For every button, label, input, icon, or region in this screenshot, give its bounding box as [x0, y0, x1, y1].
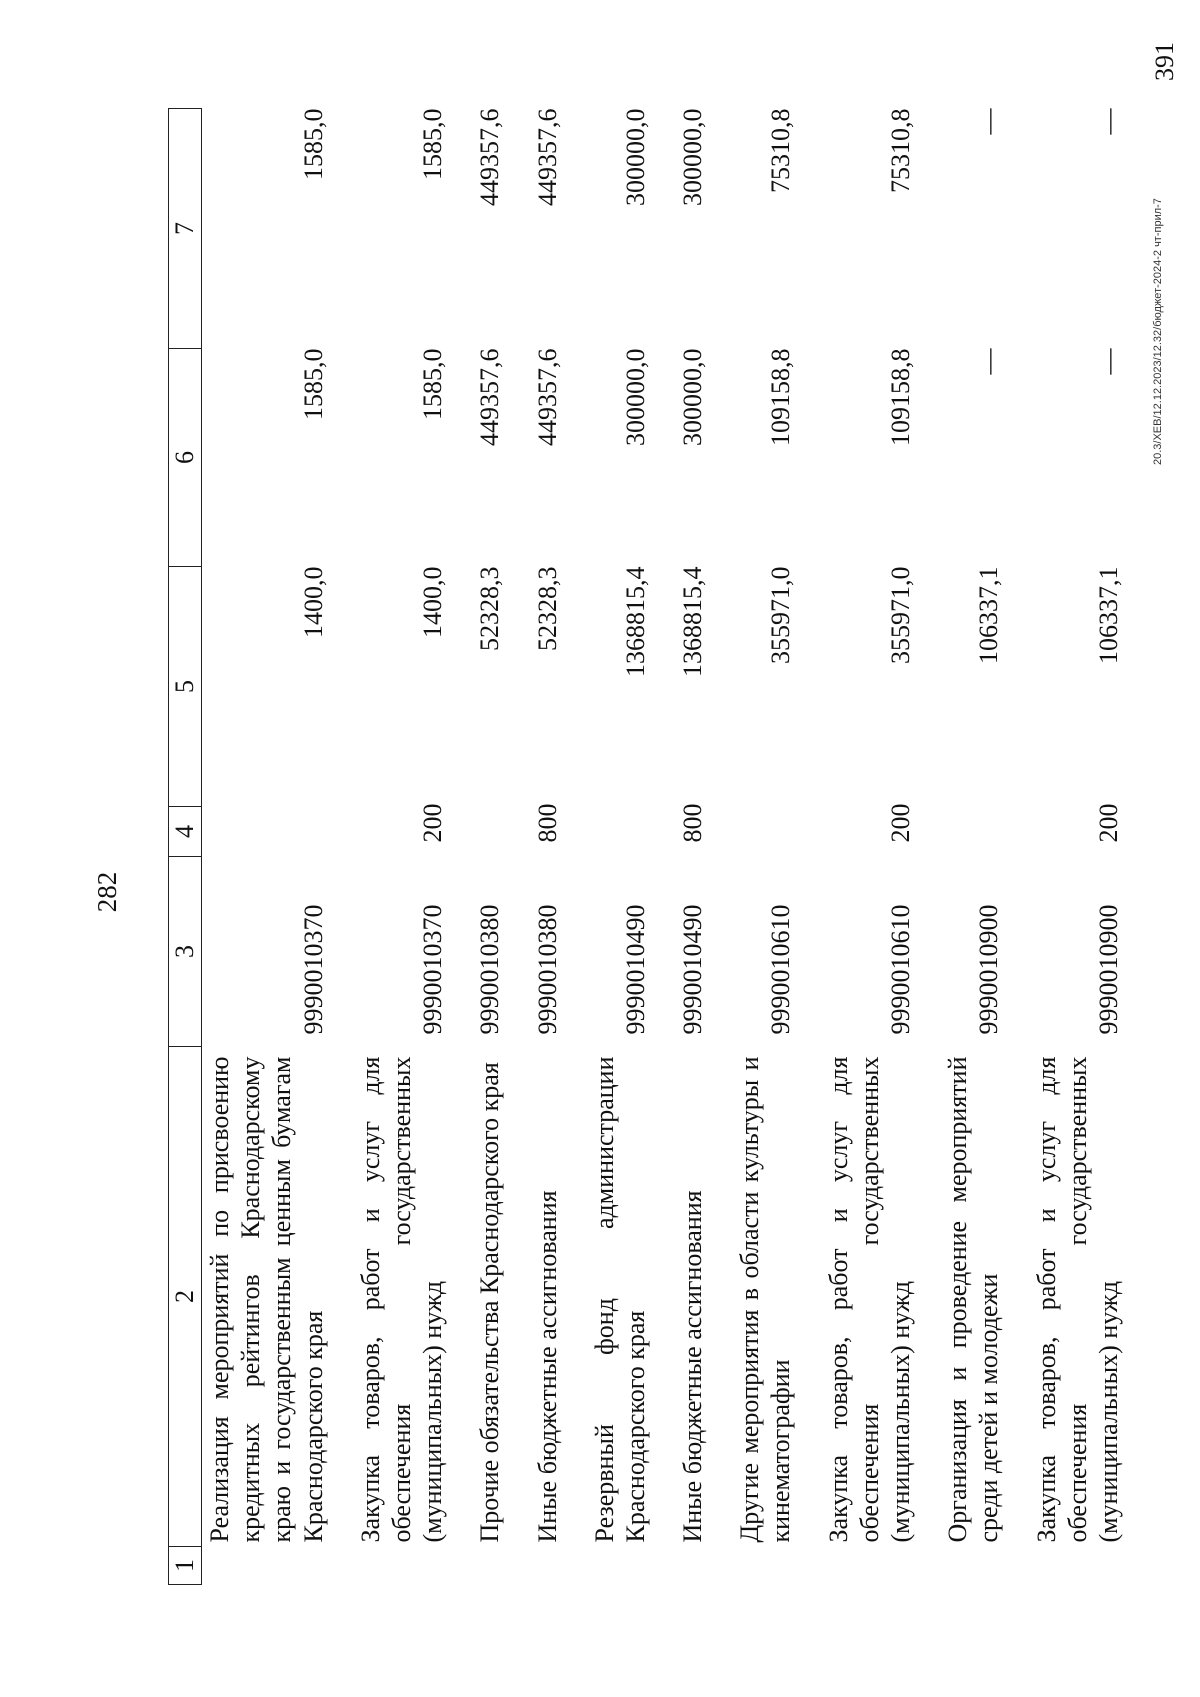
- budget-table: [168, 108, 1124, 1585]
- amount-col6: 1585,0: [418, 348, 448, 420]
- expense-type-code: 200: [886, 803, 915, 843]
- amount-col5: 1368815,4: [678, 566, 708, 677]
- row-number: [563, 1547, 651, 1585]
- column-header: 7: [169, 109, 202, 349]
- table-row: [916, 109, 1004, 1585]
- amount-col7: 1585,0: [418, 108, 448, 180]
- target-article-code: 9990010490: [678, 904, 708, 1035]
- amount-col5: 355971,0: [766, 566, 796, 664]
- item-name: Иные бюджетные ассигнования: [678, 1190, 708, 1543]
- target-article-code: 9990010900: [1093, 904, 1123, 1035]
- expense-type-code: 200: [418, 803, 448, 843]
- amount-col6: 449357,6: [532, 348, 562, 446]
- row-number: [448, 1547, 505, 1585]
- item-name: Другие мероприятия в области культуры и кинематографии: [735, 1056, 796, 1543]
- expense-type-code: [202, 807, 329, 857]
- target-article-code: 9990010370: [418, 904, 448, 1035]
- table-row: [448, 109, 505, 1585]
- amount-col6: 1585,0: [298, 348, 328, 420]
- item-name: Закупка товаров, работ и услуг для обеспечения государственных (муниципальных) нужд: [1031, 1056, 1123, 1543]
- item-name: Закупка товаров, работ и услуг для обеспечения государственных (муниципальных) нужд: [355, 1056, 448, 1543]
- target-article-code: 9990010490: [620, 904, 650, 1035]
- amount-col5: 52328,3: [475, 566, 505, 651]
- column-header: 1: [169, 1547, 202, 1585]
- amount-col7: 449357,6: [475, 108, 505, 206]
- table-row: [329, 109, 449, 1585]
- table-row: [563, 109, 651, 1585]
- header-row: [169, 109, 202, 1585]
- amount-col5: 52328,3: [532, 566, 562, 651]
- amount-col5: 1400,0: [418, 566, 448, 638]
- page-number: 282: [92, 871, 122, 913]
- row-number: [506, 1547, 563, 1585]
- target-article-code: 9990010370: [298, 904, 328, 1035]
- target-article-code: 9990010380: [475, 904, 505, 1035]
- expense-type-code: [563, 807, 651, 857]
- amount-col7: —: [974, 108, 1004, 135]
- amount-col6: 109158,8: [766, 348, 796, 446]
- item-name: Закупка товаров, работ и услуг для обеспечения государственных (муниципальных) нужд: [823, 1056, 915, 1543]
- expense-type-code: [708, 807, 796, 857]
- item-name: Реализация мероприятий по присвоению кредитных рейтингов Краснодарскому краю и государственным ценным бумагам Краснодарского края: [205, 1056, 328, 1543]
- row-number: [708, 1547, 796, 1585]
- row-number: [916, 1547, 1004, 1585]
- amount-col5: 106337,1: [974, 566, 1004, 664]
- target-article-code: 9990010610: [766, 904, 796, 1035]
- column-header: 3: [169, 857, 202, 1047]
- item-name: Организация и проведение мероприятий среди детей и молодежи: [943, 1056, 1004, 1543]
- target-article-code: 9990010610: [886, 904, 915, 1035]
- amount-col6: 109158,8: [886, 348, 915, 446]
- column-header: 4: [169, 807, 202, 857]
- table-row: [1005, 109, 1125, 1585]
- target-article-code: 9990010900: [974, 904, 1004, 1035]
- column-header: 2: [169, 1047, 202, 1547]
- column-header: 6: [169, 349, 202, 567]
- expense-type-code: 200: [1093, 803, 1123, 843]
- table-row: [506, 109, 563, 1585]
- amount-col6: 449357,6: [475, 348, 505, 446]
- amount-col5: 355971,0: [886, 566, 915, 664]
- row-number: [202, 1547, 329, 1585]
- row-number: [329, 1547, 449, 1585]
- amount-col6: —: [974, 348, 1004, 375]
- item-name: Прочие обязательства Краснодарского края: [475, 1062, 505, 1543]
- column-header: 5: [169, 567, 202, 807]
- amount-col7: 75310,8: [766, 108, 796, 193]
- amount-col6: —: [1093, 348, 1123, 375]
- corner-page-number: 391: [1150, 42, 1179, 81]
- table-row: [202, 109, 329, 1585]
- item-name: Резервный фонд администрации Краснодарского края: [589, 1056, 650, 1543]
- amount-col7: 1585,0: [298, 108, 328, 180]
- amount-col7: 449357,6: [532, 108, 562, 206]
- amount-col7: 300000,0: [678, 108, 708, 206]
- amount-col5: 106337,1: [1093, 566, 1123, 664]
- table-row: [797, 109, 917, 1585]
- amount-col7: 75310,8: [886, 108, 915, 193]
- amount-col5: 1368815,4: [620, 566, 650, 677]
- document-code-footer: 20.3/XEB/12.12.2023/12.32/бюджет-2024-2 чт-прил-7: [1152, 198, 1164, 465]
- expense-type-code: [448, 807, 505, 857]
- amount-col6: 300000,0: [620, 348, 650, 446]
- item-name: Иные бюджетные ассигнования: [532, 1190, 562, 1543]
- amount-col7: 300000,0: [620, 108, 650, 206]
- expense-type-code: 800: [678, 803, 708, 843]
- row-number: [1005, 1547, 1125, 1585]
- expense-type-code: 800: [532, 803, 562, 843]
- table-row: [708, 109, 796, 1585]
- amount-col5: 1400,0: [298, 566, 328, 638]
- table-row: [651, 109, 708, 1585]
- row-number: [651, 1547, 708, 1585]
- amount-col6: 300000,0: [678, 348, 708, 446]
- target-article-code: 9990010380: [532, 904, 562, 1035]
- row-number: [797, 1547, 917, 1585]
- amount-col7: —: [1093, 108, 1123, 135]
- expense-type-code: [916, 807, 1004, 857]
